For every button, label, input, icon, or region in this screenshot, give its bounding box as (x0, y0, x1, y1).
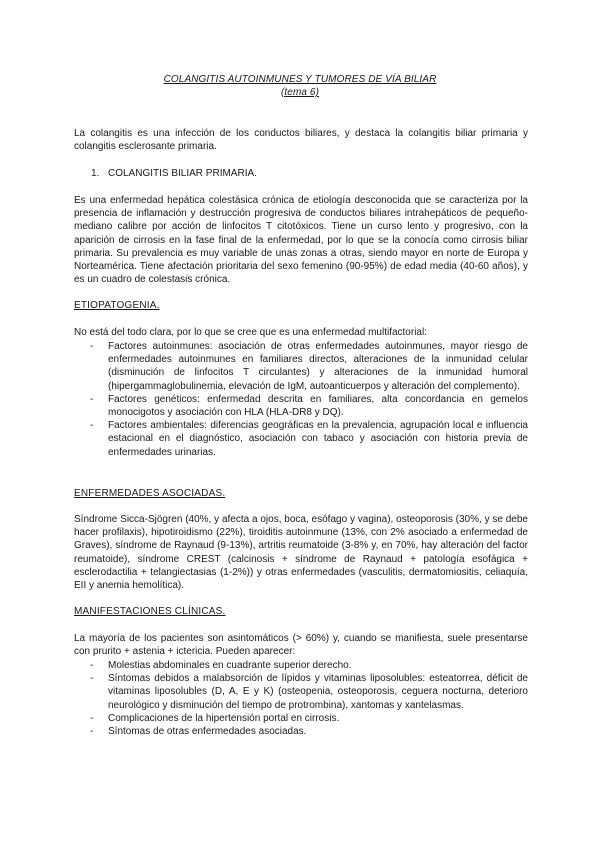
list-item (74, 672, 528, 712)
list-item-text: Síntomas debidos a malabsorción de lípidos y vitaminas liposolubles: esteatorrea, déficit de vitaminas liposolubles (D, A, E y K) (osteopenia, osteoporosis, ceguera nocturna, deterioro neurológico y disminución del tiempo de protrombina), xantomas y xantelasmas. (108, 673, 528, 711)
bullet-dash: - (90, 726, 94, 738)
bullet-dash: - (90, 660, 94, 671)
heading-enfermedades-asociadas: ENFERMEDADES ASOCIADAS. (74, 488, 226, 499)
heading-etiopatogenia: ETIOPATOGENIA. (74, 300, 160, 311)
manifestaciones-intro: La mayoría de los pacientes son asintomáticos (> 60%) y, cuando se manifiesta, suele presentarse con prurito + astenia + ictericia. Pueden aparecer: (74, 633, 528, 658)
list-item-text: Factores genéticos: enfermedad descrita en familiares, alta concordancia en gemelos monocigotos y asociación con HLA (HLA-DR8 y DQ). (108, 393, 528, 419)
section-number: 1. (91, 168, 100, 179)
document-subtitle: (tema 6) (280, 87, 320, 98)
section-title: COLANGITIS BILIAR PRIMARIA. (108, 168, 257, 179)
list-item-text: Síntomas de otras enfermedades asociadas. (108, 726, 307, 738)
manifestaciones-list (74, 659, 528, 738)
etiopatogenia-list (74, 340, 528, 459)
bullet-dash: - (90, 393, 94, 405)
list-item (74, 393, 528, 419)
list-item-text: Molestias abdominales en cuadrante superior derecho. (108, 660, 352, 671)
bullet-dash: - (90, 420, 94, 432)
intro-paragraph: La colangitis es una infección de los conductos biliares, y destaca la colangitis biliar primaria y colangitis esclerosante primaria. (74, 128, 528, 153)
etiopatogenia-intro: No está del todo clara, por lo que se cree que es una enfermedad multifactorial: (74, 327, 427, 338)
bullet-dash: - (90, 673, 94, 685)
bullet-dash: - (90, 712, 94, 724)
list-item-text: Complicaciones de la hipertensión portal en cirrosis. (108, 712, 340, 724)
list-item (74, 712, 528, 725)
section-paragraph: Es una enfermedad hepática colestásica crónica de etiología desconocida que se caracteriza por la presencia de inflamación y destrucción progresiva de conductos biliares intrahepáticos de pequeño-mediano calibre por acción de linfocitos T citotóxicos. Tiene un curso lento y progresivo, con la aparición de cirrosis en la fase final de la enfermedad, por lo que se la conocía como cirrosis biliar primaria. Su prevalencia es muy variable de unas zonas a otras, siendo mayor en norte de Europa y Norteamérica. Tiene afectación prioritaria del sexo femenino (90-95%) de edad media (40-60 años), y es un cuadro de colestasis crónica. (74, 195, 528, 286)
list-item (74, 659, 528, 672)
enfermedades-paragraph: Síndrome Sicca-Sjögren (40%, y afecta a ojos, boca, esófago y vagina), osteoporosis (30%, y se debe hacer profilaxis), hipotiroidismo (22%), tiroiditis autoinmune (13%, con 2% asociado a enfermedad de Graves), síndrome de Raynaud (9-13%), artritis reumatoide (3-8% y, en 70%, hay alteración del factor reumatoide), síndrome CREST (calcinosis + síndrome de Raynaud + patología esofágica + esclerodactilia + telangiectasias (1-2%)) y otras enfermedades (vasculitis, dermatomiositis, celiaquía, EII y anemia hemolítica). (74, 514, 528, 592)
document-title: COLANGITIS AUTOINMUNES Y TUMORES DE VÍA BILIAR (163, 74, 437, 85)
list-item (74, 419, 528, 459)
section-heading-colangitis-biliar-primaria (91, 167, 257, 180)
heading-manifestaciones-clinicas: MANIFESTACIONES CLÍNICAS. (74, 606, 226, 617)
bullet-dash: - (90, 341, 94, 352)
list-item-text: Factores autoinmunes: asociación de otras enfermedades autoinmunes, mayor riesgo de enfermedades autoinmunes en familiares directos, alteraciones de la inmunidad celular (disminución de linfocitos T circulantes) y alteraciones de la inmunidad humoral (hipergammaglobulinemia, elevación de IgM, autoanticuerpos y alteración del complemento). (108, 341, 528, 392)
list-item-text: Factores ambientales: diferencias geográficas en la prevalencia, agrupación local e influencia estacional en el diagnóstico, asociación con tabaco y asociación con historia previa de enfermedades urinarias. (108, 420, 528, 458)
list-item (74, 340, 528, 393)
list-item (74, 725, 528, 738)
